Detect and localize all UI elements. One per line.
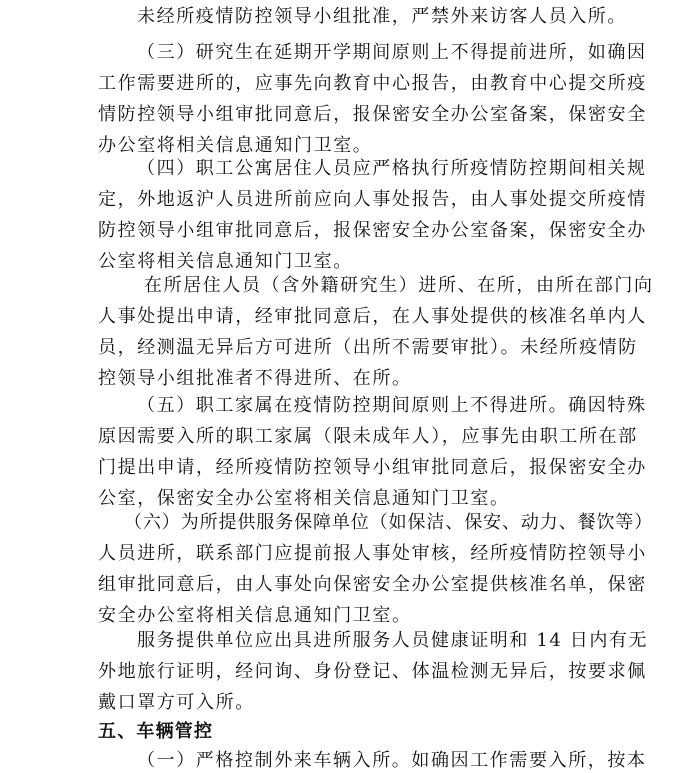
text-line: （三）研究生在延期开学期间原则上不得提前进所，如确因 (137, 42, 647, 63)
text-line: （一）严格控制外来车辆入所。如确因工作需要入所，按本 (137, 750, 647, 771)
text-line: 在所居住人员（含外籍研究生）进所、在所，由所在部门向 (144, 275, 654, 296)
text-line: 情防控领导小组审批同意后，报保密安全办公室备案，保密安全 (98, 104, 647, 125)
text-line: 办公室将相关信息通知门卫室。 (98, 135, 373, 156)
text-line: 戴口罩方可入所。 (98, 692, 255, 713)
text-line: 工作需要进所的，应事先向教育中心报告，由教育中心提交所疫 (98, 73, 647, 94)
text-line: 公室，保密安全办公室将相关信息通知门卫室。 (98, 488, 510, 509)
text-line: （四）职工公寓居住人员应严格执行所疫情防控期间相关规 (137, 158, 647, 179)
text-line: 安全办公室将相关信息通知门卫室。 (98, 605, 412, 626)
text-line: 公室将相关信息通知门卫室。 (98, 251, 353, 272)
text-line: 人员进所，联系部门应提前报人事处审核，经所疫情防控领导小 (98, 543, 647, 564)
text-line: 员，经测温无异后方可进所（出所不需要审批）。未经所疫情防 (98, 337, 638, 358)
text-line: 原因需要入所的职工家属（限未成年人），应事先由职工所在部 (98, 426, 638, 447)
section-heading: 五、车辆管控 (98, 721, 214, 742)
text-line: 外地旅行证明，经问询、身份登记、体温检测无异后，按要求佩 (98, 661, 647, 682)
text-line: 未经所疫情防控领导小组批准，严禁外来访客人员入所。 (137, 6, 627, 27)
text-line: 服务提供单位应出具进所服务人员健康证明和 14 日内有无 (137, 630, 649, 651)
text-line: （六）为所提供服务保障单位（如保洁、保安、动力、餐饮等） (124, 512, 654, 533)
text-line: 组审批同意后，由人事处向保密安全办公室提供核准名单，保密 (98, 574, 647, 595)
text-line: 定，外地返沪人员进所前应向人事处报告，由人事处提交所疫情 (98, 189, 647, 210)
text-line: 防控领导小组审批同意后，报保密安全办公室备案，保密安全办 (98, 220, 647, 241)
text-line: 控领导小组批准者不得进所、在所。 (98, 368, 412, 389)
text-line: 人事处提出申请，经审批同意后，在人事处提供的核准名单内人 (98, 306, 647, 327)
text-line: （五）职工家属在疫情防控期间原则上不得进所。确因特殊 (137, 395, 647, 416)
text-line: 门提出申请，经所疫情防控领导小组审批同意后，报保密安全办 (98, 457, 647, 478)
